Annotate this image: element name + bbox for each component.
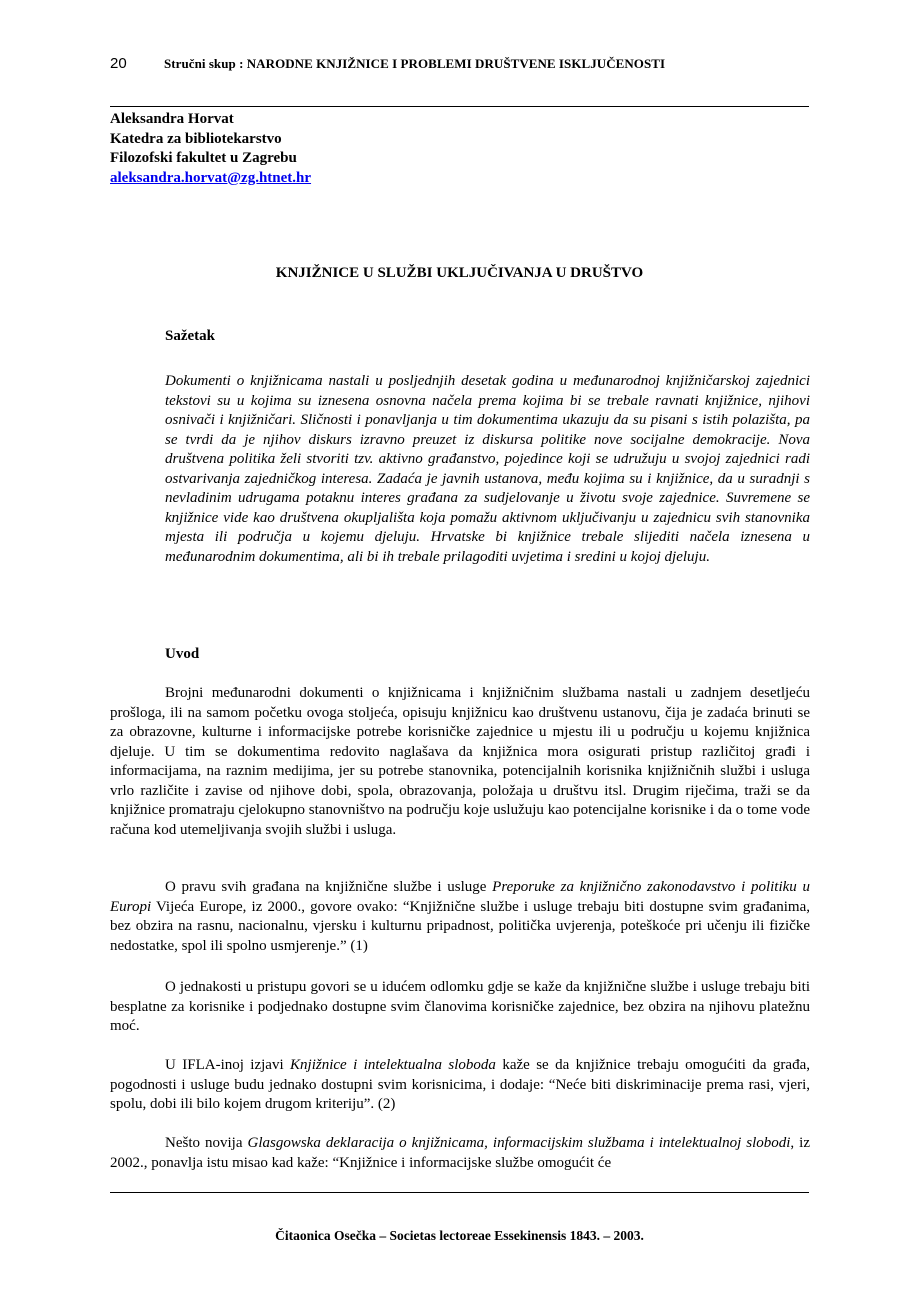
intro-paragraph-5: Nešto novija Glasgowska deklaracija o knjižnicama, informacijskim službama i intelektualnoj slobodi, iz 2002., ponavlja istu misao kad kaže: “Knjižnice i informacijske službe omogućit će [110,1135,811,1171]
author-faculty: Filozofski fakultet u Zagrebu [110,150,297,166]
page-header [110,55,810,75]
author-name: Aleksandra Horvat [110,111,234,127]
page-number: 20 [110,55,127,72]
intro-heading: Uvod [165,646,200,662]
running-title: Stručni skup : NARODNE KNJIŽNICE I PROBLEMI DRUŠTVENE ISKLJUČENOSTI [164,56,666,71]
intro-paragraph-2: O pravu svih građana na knjižnične službe i usluge Preporuke za knjižnično zakonodavstvo i politiku u Europi Vijeća Europe, iz 2000., govore ovako: “Knjižnične službe i usluge trebaju biti dostupne svim građanima, bez obzira na rasnu, nacionalnu, vjersku i kulturnu pripadnost, politička uvjerenja, poteškoće pri učenju ili fizičke nedostatke, spol ili spolno usmjerenje.” (1) [110,879,810,954]
cited-document-title: Knjižnice i intelektualna sloboda [290,1057,496,1073]
abstract-text: Dokumenti o knjižnicama nastali u posljednjih desetak godina u međunarodnoj knjižničarskoj zajednici tekstovi su u kojima su iznesena osnovna načela prema kojima bi se trebale ravnati knjižnice, njihovi osnivači i knjižničari. Sličnosti i ponavljanja u tim dokumentima ukazuju da su pisani s istih polazišta, pa se tvrdi da je njihov diskurs izravno preuzet iz diskursa politike nove socijalne demokracije. Nova društvena politika želi stvoriti tzv. aktivno građanstvo, pojedince koji se udružuju u svojoj zajednici radi ostvarivanja zajedničkog interesa. Zadaća je javnih ustanova, među kojima su i knjižnice, da u suradnji s nevladinim udrugama potaknu interes građana za sudjelovanje u životu svoje zajednice. Suvremene se knjižnice vide kao društvena okupljališta koja pomažu aktivnom uključivanju u zajednicu svih stanovnika mjesta ili područja u kojemu djeluju. Hrvatske bi knjižnice trebale slijediti načela iznesena u međunarodnim dokumentima, ali bi ih trebale prilagoditi uvjetima i sredini u kojoj djeluju. [165,373,810,565]
cited-document-title: Glasgowska deklaracija o knjižnicama, informacijskim službama i intelektualnoj slobodi [247,1135,791,1151]
author-block [110,110,311,188]
author-email-link[interactable]: aleksandra.horvat@zg.htnet.hr [110,169,312,186]
page-footer: Čitaonica Osečka – Societas lectoreae Essekinensis 1843. – 2003. [275,1228,644,1243]
intro-paragraph-1: Brojni međunarodni dokumenti o knjižnicama i knjižničnim službama nastali u zadnjem desetljeću prošloga, ili na samom početku ovoga stoljeća, opisuju knjižnicu kao društvenu ustanovu, čija je zadaća brinuti se za obrazovne, kulturne i informacijske potrebe korisničke zajednice u mjestu ili u području u kojemu knjižnica djeluje. U tim se dokumentima redovito naglašava da knjižnica mora osigurati pristup različitoj građi i informacijama, na raznim medijima, jer su potrebe stanovnika, potencijalnih korisnika knjižničnih službi i usluga vrlo različite i zavise od njihove dobi, spola, obrazovanja, položaja u društvu itsl. Drugim riječima, traži se da knjižnice promatraju cjelokupno stanovništvo na području koje uslužuju kao potencijalne korisnike i da o tome vode računa kod utemeljivanja svojih službi i usluga. [110,685,810,838]
intro-paragraph-4: U IFLA-inoj izjavi Knjižnice i intelektualna sloboda kaže se da knjižnice trebaju omogućiti da građa, pogodnosti i usluge budu jednako dostupni svim korisnicima, i dodaje: “Neće biti diskriminacije prema rasi, vjeri, spolu, dobi ili bilo kojem drugom kriteriju”. (2) [110,1057,810,1112]
author-department: Katedra za bibliotekarstvo [110,130,282,147]
intro-paragraph-3: O jednakosti u pristupu govori se u idućem odlomku gdje se kaže da knjižnične službe i usluge trebaju biti besplatne za korisnike i podjednako dostupne svim članovima korisničke zajednice, bez obzira na njihovu platežnu moć. [110,979,810,1034]
paper-title: KNJIŽNICE U SLUŽBI UKLJUČIVANJA U DRUŠTVO [275,265,644,281]
abstract-heading: Sažetak [165,328,215,344]
footer-rule [110,1192,809,1193]
cited-document-title: Preporuke za knjižnično zakonodavstvo i politiku u Europi [110,879,810,915]
header-rule [110,106,809,107]
